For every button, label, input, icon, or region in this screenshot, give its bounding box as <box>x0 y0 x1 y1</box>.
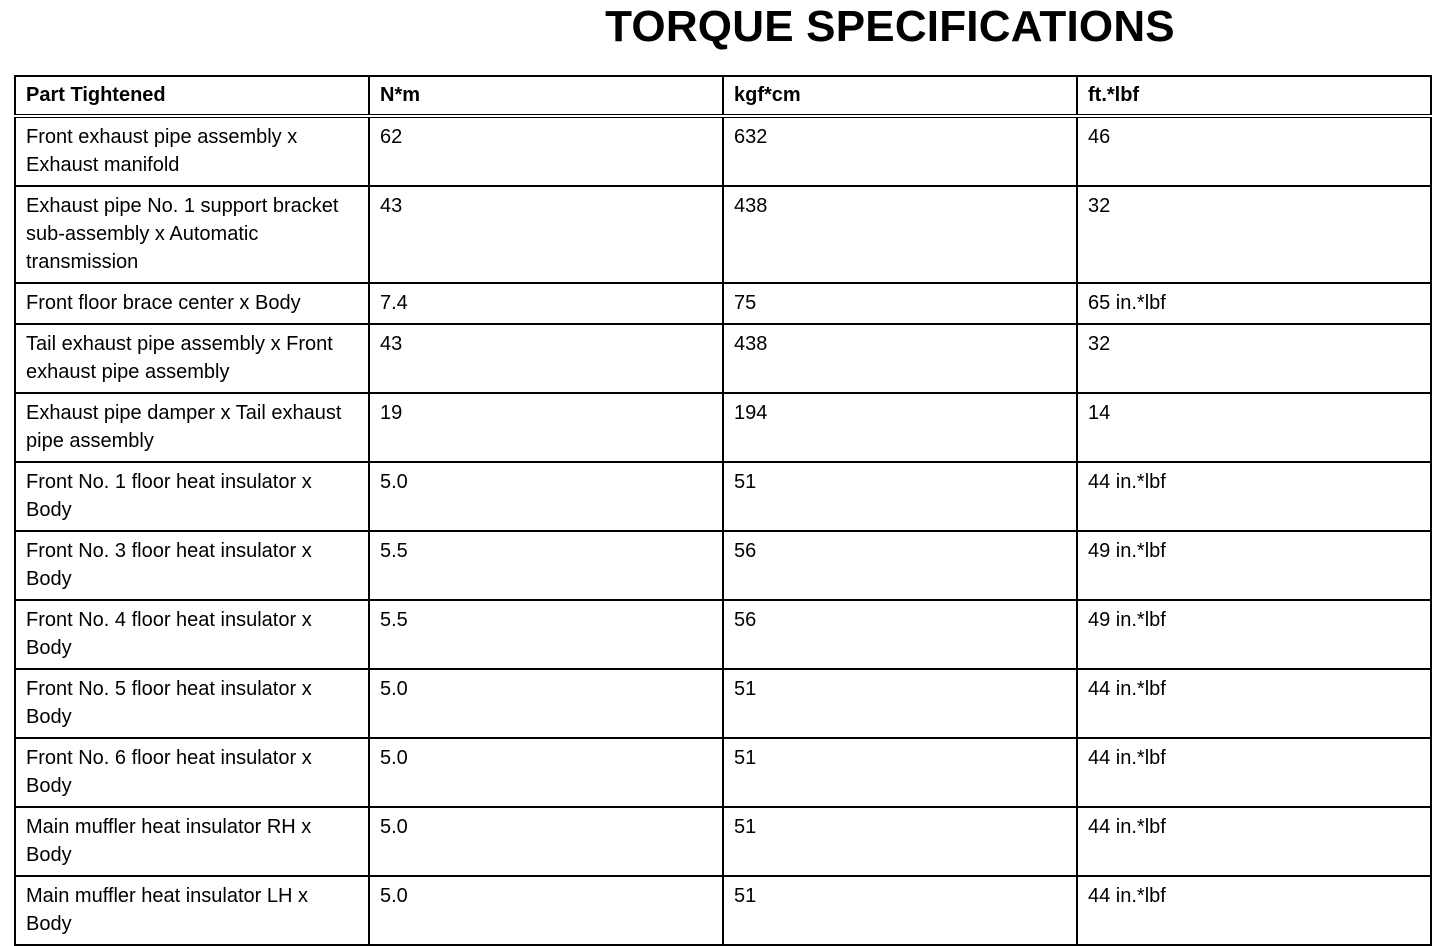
nm-cell: 5.0 <box>369 807 723 876</box>
torque-spec-table <box>14 75 1432 946</box>
part-cell: Front exhaust pipe assembly x Exhaust manifold <box>15 116 369 186</box>
part-cell: Front No. 4 floor heat insulator x Body <box>15 600 369 669</box>
kgf-cm-cell: 194 <box>723 393 1077 462</box>
ft-lbf-cell: 14 <box>1077 393 1431 462</box>
table-row <box>15 462 1431 531</box>
ft-lbf-cell: 44 in.*lbf <box>1077 876 1431 945</box>
nm-cell: 5.0 <box>369 462 723 531</box>
part-cell: Main muffler heat insulator LH x Body <box>15 876 369 945</box>
table-row <box>15 186 1431 283</box>
part-cell: Front No. 3 floor heat insulator x Body <box>15 531 369 600</box>
ft-lbf-cell: 44 in.*lbf <box>1077 462 1431 531</box>
kgf-cm-cell: 51 <box>723 807 1077 876</box>
table-row <box>15 738 1431 807</box>
table-row <box>15 876 1431 945</box>
kgf-cm-cell: 51 <box>723 669 1077 738</box>
ft-lbf-cell: 44 in.*lbf <box>1077 669 1431 738</box>
ft-lbf-cell: 65 in.*lbf <box>1077 283 1431 324</box>
header-row <box>15 76 1431 116</box>
kgf-cm-cell: 56 <box>723 600 1077 669</box>
part-cell: Exhaust pipe damper x Tail exhaust pipe assembly <box>15 393 369 462</box>
table-header <box>15 76 1431 116</box>
ft-lbf-cell: 49 in.*lbf <box>1077 531 1431 600</box>
part-cell: Main muffler heat insulator RH x Body <box>15 807 369 876</box>
kgf-cm-cell: 51 <box>723 462 1077 531</box>
kgf-cm-cell: 632 <box>723 116 1077 186</box>
part-cell: Front No. 6 floor heat insulator x Body <box>15 738 369 807</box>
page-title: TORQUE SPECIFICATIONS <box>605 2 1175 51</box>
part-cell: Front No. 1 floor heat insulator x Body <box>15 462 369 531</box>
table-row <box>15 324 1431 393</box>
table-row <box>15 531 1431 600</box>
nm-cell: 7.4 <box>369 283 723 324</box>
kgf-cm-cell: 56 <box>723 531 1077 600</box>
part-cell: Front floor brace center x Body <box>15 283 369 324</box>
nm-cell: 43 <box>369 324 723 393</box>
nm-cell: 19 <box>369 393 723 462</box>
kgf-cm-cell: 51 <box>723 876 1077 945</box>
table-row <box>15 116 1431 186</box>
nm-cell: 5.5 <box>369 600 723 669</box>
kgf-cm-cell: 438 <box>723 186 1077 283</box>
header-nm: N*m <box>369 76 723 116</box>
table-row <box>15 393 1431 462</box>
ft-lbf-cell: 44 in.*lbf <box>1077 738 1431 807</box>
nm-cell: 5.0 <box>369 738 723 807</box>
table-row <box>15 807 1431 876</box>
part-cell: Tail exhaust pipe assembly x Front exhaust pipe assembly <box>15 324 369 393</box>
table-row <box>15 600 1431 669</box>
ft-lbf-cell: 44 in.*lbf <box>1077 807 1431 876</box>
nm-cell: 62 <box>369 116 723 186</box>
nm-cell: 5.5 <box>369 531 723 600</box>
header-part-tightened: Part Tightened <box>15 76 369 116</box>
ft-lbf-cell: 49 in.*lbf <box>1077 600 1431 669</box>
nm-cell: 5.0 <box>369 669 723 738</box>
header-ft-lbf: ft.*lbf <box>1077 76 1431 116</box>
kgf-cm-cell: 51 <box>723 738 1077 807</box>
table-body <box>15 116 1431 945</box>
part-cell: Exhaust pipe No. 1 support bracket sub-assembly x Automatic transmission <box>15 186 369 283</box>
kgf-cm-cell: 438 <box>723 324 1077 393</box>
ft-lbf-cell: 46 <box>1077 116 1431 186</box>
header-kgf-cm: kgf*cm <box>723 76 1077 116</box>
part-cell: Front No. 5 floor heat insulator x Body <box>15 669 369 738</box>
table-row <box>15 283 1431 324</box>
nm-cell: 5.0 <box>369 876 723 945</box>
kgf-cm-cell: 75 <box>723 283 1077 324</box>
ft-lbf-cell: 32 <box>1077 324 1431 393</box>
nm-cell: 43 <box>369 186 723 283</box>
table-row <box>15 669 1431 738</box>
ft-lbf-cell: 32 <box>1077 186 1431 283</box>
